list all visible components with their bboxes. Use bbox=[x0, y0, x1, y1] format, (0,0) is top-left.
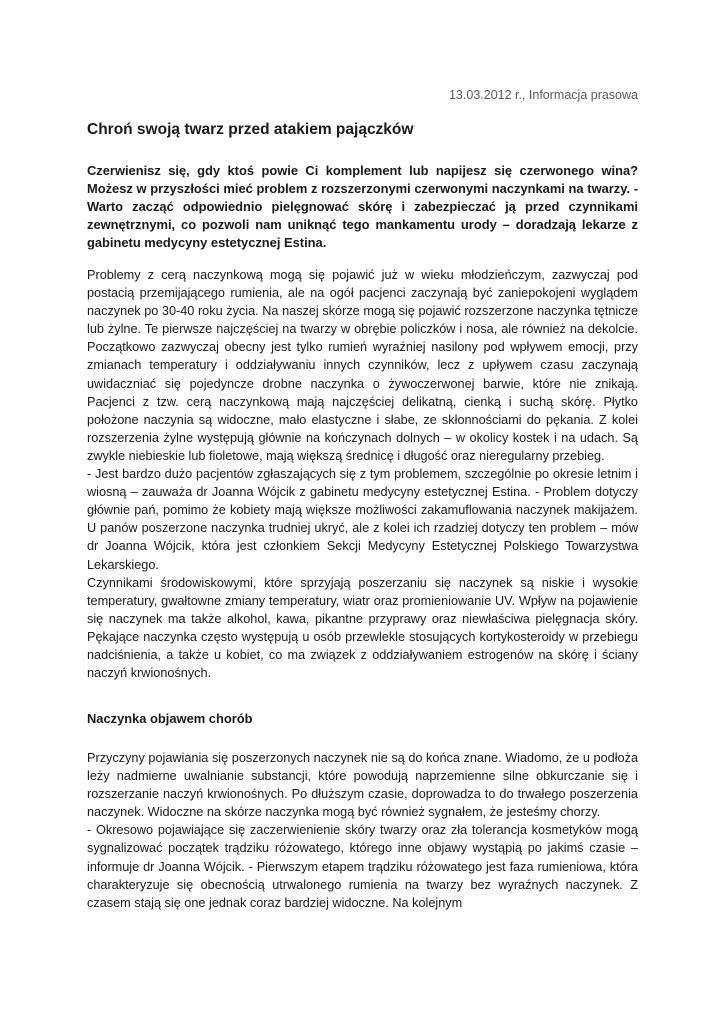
body-paragraph: Czynnikami środowiskowymi, które sprzyjają poszerzaniu się naczynek są niskie i wysokie temperatury, gwałtowne zmiany temperatury, wiatr oraz promieniowanie UV. Wpływ na pojawienie się naczynek ma także alkohol, kawa, pikantne przyprawy oraz niewłaściwa pielęgnacja skóry. Pękające naczynka często występują u osób przewlekle stosujących kortykosteroidy w przebiegu nadciśnienia, a także u kobiet, co ma związek z oddziaływaniem estrogenów na skórę i ściany naczyń krwionośnych. bbox=[87, 575, 638, 681]
body-paragraph: - Okresowo pojawiające się zaczerwienienie skóry twarzy oraz zła tolerancja kosmetyków mogą sygnalizować początek trądziku różowatego, którego inne objawy wystąpią po jakimś czasie – informuje dr Joanna Wójcik. - Pierwszym etapem trądziku różowatego jest faza rumieniowa, która charakteryzuje się obecnością utrwalonego rumienia na twarzy bez wyraźnych naczynek. Z czasem stają się one jednak coraz bardziej widoczne. Na kolejnym bbox=[87, 823, 638, 910]
lead-paragraph: Czerwienisz się, gdy ktoś powie Ci komplement lub napijesz się czerwonego wina? Możesz w przyszłości mieć problem z rozszerzonymi czerwonymi naczynkami na twarzy. - Warto zacząć odpowiednio pielęgnować skórę i zabezpieczać ją przed czynnikami zewnętrznymi, co pozwoli nam uniknąć tego mankamentu urody – doradzają lekarze z gabinetu medycyny estetycznej Estina. bbox=[87, 163, 638, 251]
body-paragraph: - Jest bardzo dużo pacjentów zgłaszających się z tym problemem, szczególnie po okresie letnim i wiosną – zauważa dr Joanna Wójcik z gabinetu medycyny estetycznej Estina. - Problem dotyczy głównie pań, pomimo że kobiety mają większe możliwości zakamuflowania naczynek makijażem. U panów poszerzone naczynka trudniej ukryć, ale z kolei ich rzadziej dotyczy ten problem – mów dr Joanna Wójcik, która jest członkiem Sekcji Medycyny Estetycznej Polskiego Towarzystwa Lekarskiego. bbox=[87, 467, 638, 572]
article-body-section-1 bbox=[87, 266, 638, 682]
body-paragraph: Przyczyny pojawiania się poszerzonych naczynek nie są do końca znane. Wiadomo, że u podłoża leży nadmierne uwalnianie substancji, które powodują naprzemienne silne obkurczanie się i rozszerzanie naczyń krwionośnych. Po dłuższym czasie, doprowadza to do trwałego poszerzenia naczynek. Widoczne na skórze naczynka mogą być również sygnałem, że jesteśmy chorzy. bbox=[87, 751, 638, 820]
date-line: 13.03.2012 r., Informacja prasowa bbox=[448, 88, 638, 102]
section-heading: Naczynka objawem chorób bbox=[87, 711, 253, 726]
article-title: Chroń swoją twarz przed atakiem pajączków bbox=[87, 121, 414, 138]
body-paragraph: Problemy z cerą naczynkową mogą się pojawić już w wieku młodzieńczym, zazwyczaj pod postacią przemijającego rumienia, ale na ogół pacjenci zaczynają być zaniepokojeni wyglądem naczynek po 30-40 roku życia. Na naszej skórze mogą się pojawić rozszerzone naczynka tętnicze lub żylne. Te pierwsze najczęściej na twarzy w obrębie policzków i nosa, ale również na dekolcie. Początkowo zazwyczaj obecny jest tylko rumień wyraźniej nasilony pod wpływem emocji, przy zmianach temperatury i oddziaływaniu innych czynników, lecz z upływem czasu zaczynają uwidaczniać się pojedyncze drobne naczynka o żywoczerwonej barwie, które nie znikają. Pacjenci z tzw. cerą naczynkową mają najczęściej delikatną, cienką i suchą skórę. Płytko położone naczynia są widoczne, mało elastyczne i słabe, ze skłonnościami do pękania. Z kolei rozszerzenia żylne występują głównie na kończynach dolnych – w okolicy kostek i na udach. Są zwykle niebieskie lub fioletowe, mają większą średnicę i długość oraz nieregularny przebieg. bbox=[87, 268, 638, 463]
article-body-section-2 bbox=[87, 749, 638, 912]
